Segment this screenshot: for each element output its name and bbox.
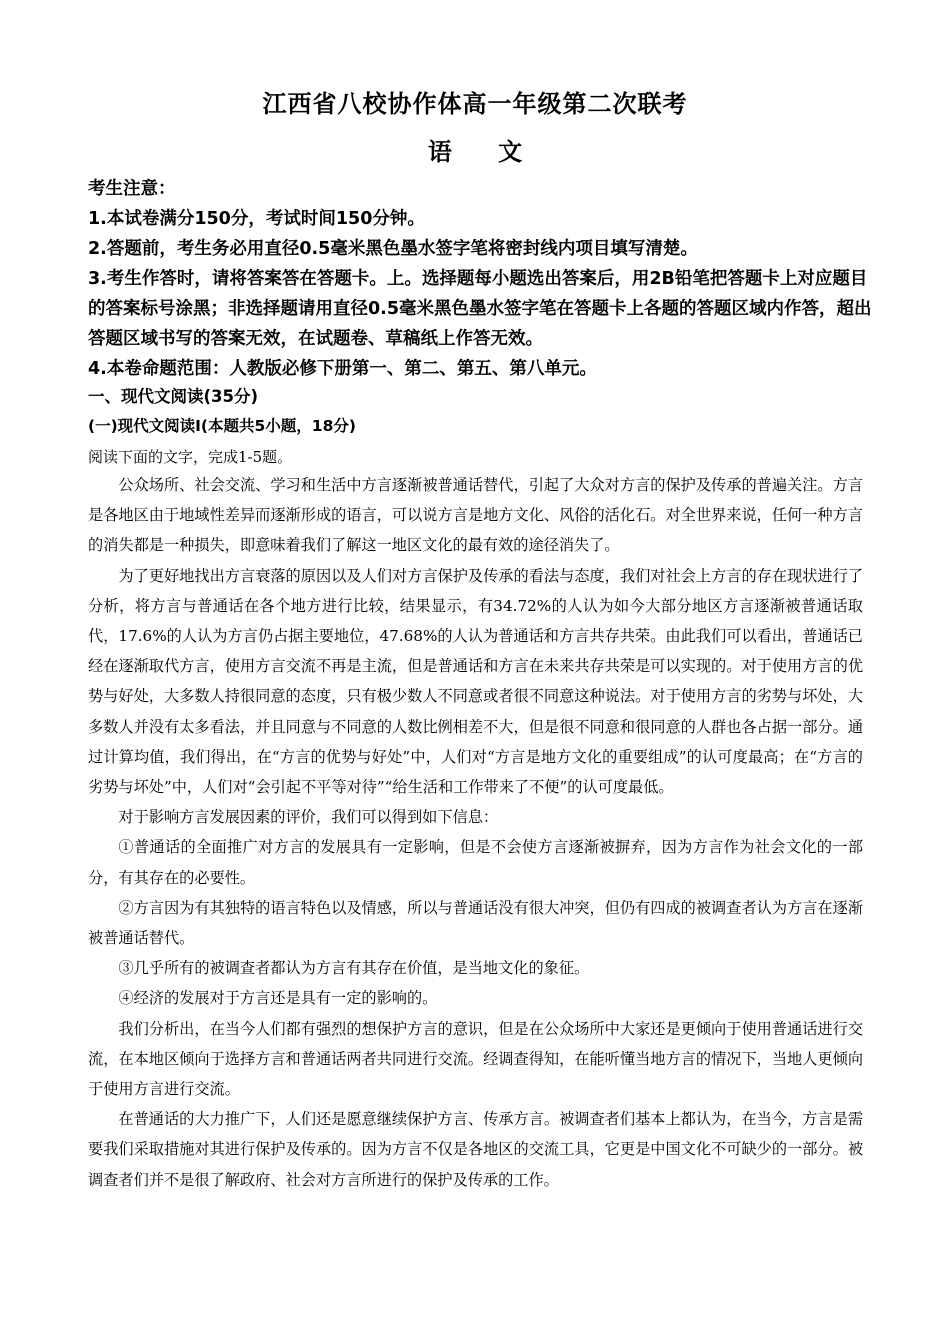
section-subtitle: (一)现代文阅读Ⅰ(本题共5小题，18分) bbox=[88, 417, 356, 435]
paragraph-7: ④经济的发展对于方言还是具有一定的影响的。 bbox=[118, 989, 438, 1008]
paragraph-3: 对于影响方言发展因素的评价，我们可以得到如下信息： bbox=[118, 808, 499, 827]
paragraph-5: ②方言因为有其独特的语言特色以及情感，所以与普通话没有很大冲突，但仍有四成的被调查者认为方言在逐渐被普通话替代。 bbox=[88, 898, 863, 948]
candidate-notice bbox=[88, 174, 878, 384]
reading-passage bbox=[88, 470, 863, 1195]
reading-instruction: 阅读下面的文字，完成1-5题。 bbox=[88, 448, 293, 466]
subject-title: 语 文 bbox=[427, 138, 523, 166]
notice-item-1: 1.本试卷满分150分，考试时间150分钟。 bbox=[88, 209, 425, 229]
section-title: 一、现代文阅读(35分) bbox=[88, 387, 259, 406]
notice-item-4: 4.本卷命题范围：人教版必修下册第一、第二、第五、第八单元。 bbox=[88, 359, 597, 379]
notice-item-2: 2.答题前，考生务必用直径0.5毫米黑色墨水签字笔将密封线内项目填写清楚。 bbox=[88, 239, 698, 259]
notice-heading: 考生注意： bbox=[88, 179, 176, 199]
notice-item-3: 3.考生作答时，请将答案答在答题卡。上。选择题每小题选出答案后，用2B铅笔把答题卡上对应题目的答案标号涂黑；非选择题请用直径0.5毫米黑色墨水签字笔在答题卡上各题的答题区域内作答，超出答题区域书写的答案无效，在试题卷、草稿纸上作答无效。 bbox=[88, 269, 872, 349]
paragraph-1: 公众场所、社会交流、学习和生活中方言逐渐被普通话替代，引起了大众对方言的保护及传承的普遍关注。方言是各地区由于地域性差异而逐渐形成的语言，可以说方言是地方文化、风俗的活化石。对全世界来说，任何一种方言的消失都是一种损失，即意味着我们了解这一地区文化的最有效的途径消失了。 bbox=[88, 476, 863, 555]
paragraph-2: 为了更好地找出方言衰落的原因以及人们对方言保护及传承的看法与态度，我们对社会上方言的存在现状进行了分析，将方言与普通话在各个地方进行比较，结果显示，有34.72%的人认为如今大部分地区方言逐渐被普通话取代，17.6%的人认为方言仍占据主要地位，47.68%的人认为普通话和方言共存共荣。由此我们可以看出，普通话已经在逐渐取代方言，使用方言交流不再是主流，但是普通话和方言在未来共存共荣是可以实现的。对于使用方言的优势与好处，大多数人持很同意的态度，只有极少数人不同意或者很不同意这种说法。对于使用方言的劣势与坏处，大多数人并没有太多看法，并且同意与不同意的人数比例相差不大，但是很不同意和很同意的人群也各占据一部分。通过计算均值，我们得出，在“方言的优势与好处”中，人们对“方言是地方文化的重要组成”的认可度最高；在“方言的劣势与坏处”中，人们对“会引起不平等对待”“给生活和工作带来了不便”的认可度最低。 bbox=[88, 566, 863, 797]
paragraph-4: ①普通话的全面推广对方言的发展具有一定影响，但是不会使方言逐渐被摒弃，因为方言作为社会文化的一部分，有其存在的必要性。 bbox=[88, 838, 863, 887]
paragraph-9: 在普通话的大力推广下，人们还是愿意继续保护方言、传承方言。被调查者们基本上都认为，在当今，方言是需要我们采取措施对其进行保护及传承的。因为方言不仅是各地区的交流工具，它更是中国文化不可缺少的一部分。被调查者们并不是很了解政府、社会对方言所进行的保护及传承的工作。 bbox=[88, 1110, 863, 1189]
paragraph-8: 我们分析出，在当今人们都有强烈的想保护方言的意识，但是在公众场所中大家还是更倾向于使用普通话进行交流，在本地区倾向于选择方言和普通话两者共同进行交流。经调查得知，在能听懂当地方言的情况下，当地人更倾向于使用方言进行交流。 bbox=[88, 1019, 863, 1099]
exam-title: 江西省八校协作体高一年级第二次联考 bbox=[262, 90, 688, 118]
paragraph-6: ③几乎所有的被调查者都认为方言有其存在价值，是当地文化的象征。 bbox=[118, 959, 590, 978]
